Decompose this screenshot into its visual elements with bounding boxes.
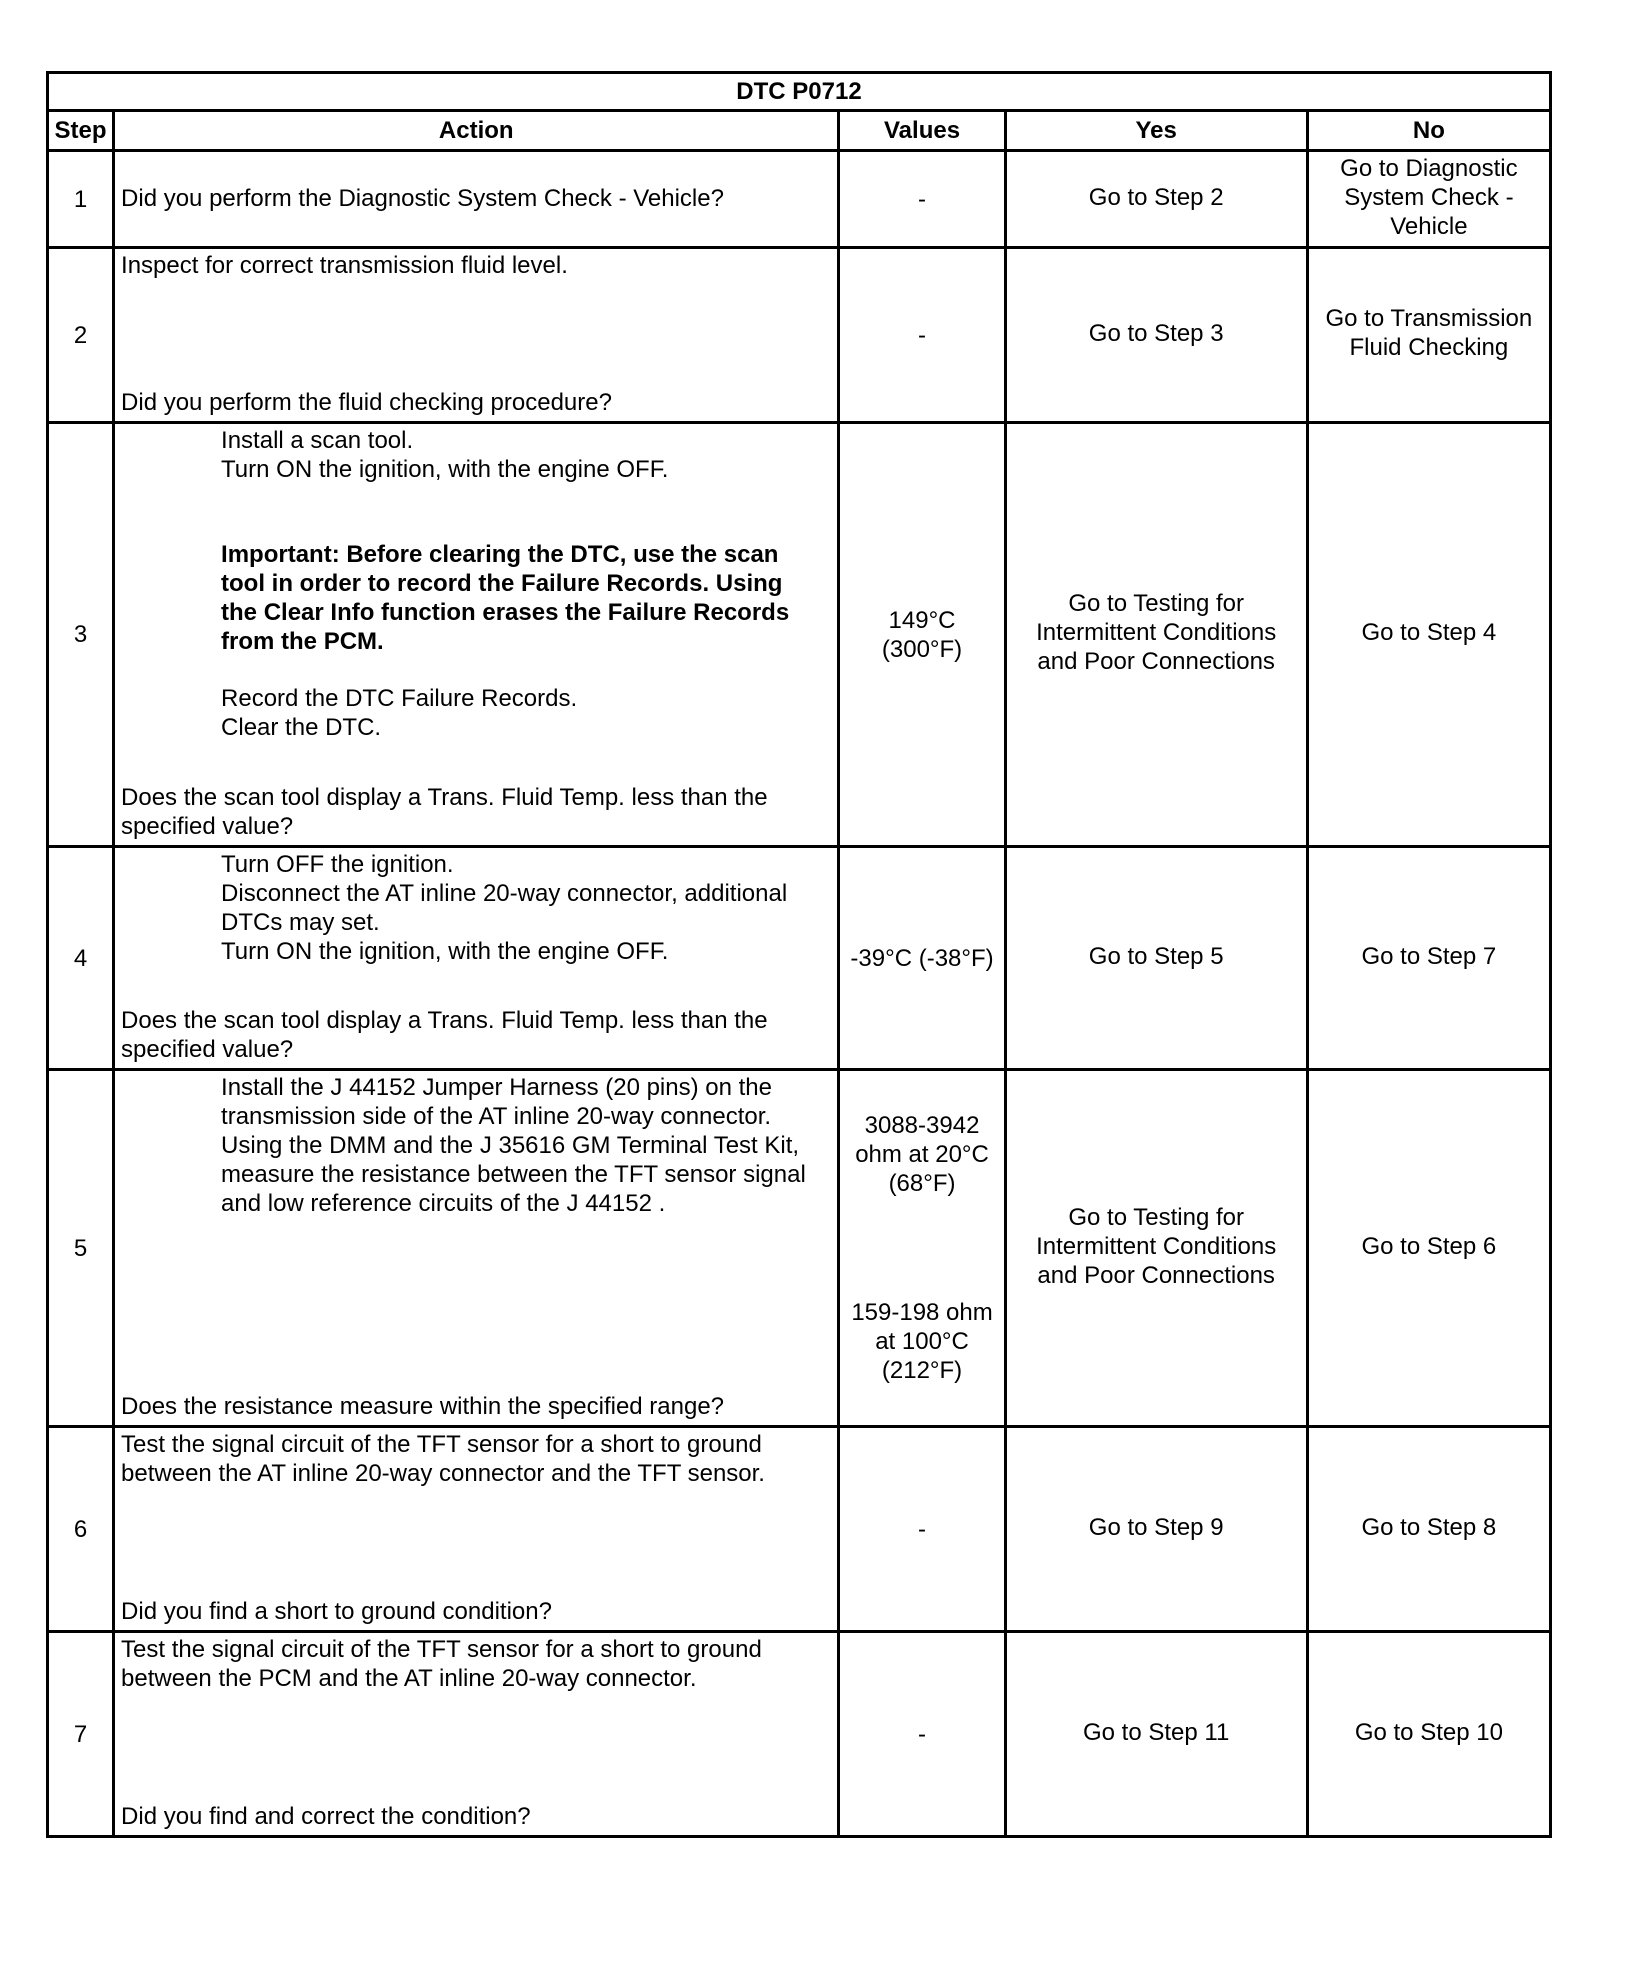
table-title-row [48,73,1551,111]
table-header-row [48,111,1551,151]
value-line: 149°C [888,606,956,634]
step-number: 4 [48,847,114,1070]
no-line: Fluid Checking [1349,334,1509,361]
action-question: Did you find and correct the condition? [121,1803,531,1830]
action-intro-line: Test the signal circuit of the TFT sensor for a short to ground [121,1431,762,1458]
action-intro: Inspect for correct transmission fluid level. [121,252,568,279]
important-note-line: from the PCM. [221,628,384,655]
step-number: 2 [48,248,114,423]
yes-line: Go to Testing for [1068,590,1244,617]
action-intro-line: Test the signal circuit of the TFT sensor for a short to ground [121,1636,762,1663]
value-cell: - [839,1427,1005,1632]
no-text: Go to Step 4 [1361,619,1497,646]
table-row [48,248,1551,423]
value-line: ohm at 20°C [855,1141,989,1168]
no-cell [1307,847,1550,1070]
no-cell [1307,1632,1550,1837]
action-step: Turn ON the ignition, with the engine OFF. [221,938,669,965]
action-step: and low reference circuits of the J 44152 . [221,1190,666,1217]
yes-cell [1005,847,1307,1070]
table-row [48,1427,1551,1632]
header-yes: Yes [1005,111,1307,151]
important-note-line: the Clear Info function erases the Failure Records [221,599,790,626]
yes-cell [1005,151,1307,248]
yes-line: and Poor Connections [1037,648,1275,675]
value-cell: -39°C (-38°F) [839,847,1005,1070]
step-number: 5 [48,1070,114,1427]
no-text: Go to Step 6 [1361,1232,1497,1260]
action-step: measure the resistance between the TFT sensor signal [221,1161,806,1188]
value-line: (212°F) [881,1357,963,1384]
yes-line: and Poor Connections [1037,1261,1275,1289]
yes-text: Go to Step 11 [1083,1718,1230,1746]
table-row [48,1070,1551,1427]
action-step: Disconnect the AT inline 20-way connector, additional [221,880,788,907]
no-line: System Check - [1344,183,1514,211]
value-line: (300°F) [881,635,963,663]
action-cell [114,1070,839,1427]
action-step: Turn OFF the ignition. [221,851,454,878]
yes-text: Go to Step 9 [1088,1513,1224,1541]
no-cell [1307,1070,1550,1427]
table-row [48,847,1551,1070]
action-cell [114,248,839,423]
no-cell [1307,248,1550,423]
action-question-line: Does the scan tool display a Trans. Fluid Temp. less than the [121,784,768,811]
no-line: Vehicle [1390,212,1468,240]
table-row [48,1632,1551,1837]
value-cell [839,423,1005,847]
value-line: 3088-3942 [864,1112,980,1139]
step-number: 3 [48,423,114,847]
action-step: Install the J 44152 Jumper Harness (20 pins) on the [221,1074,772,1101]
action-step: Turn ON the ignition, with the engine OFF. [221,456,669,483]
action-step: Clear the DTC. [221,714,382,741]
action-question: Does the resistance measure within the specified range? [121,1393,725,1420]
header-action: Action [114,111,839,151]
important-note-line: tool in order to record the Failure Records. Using [221,570,783,597]
step-number: 1 [48,151,114,248]
yes-cell [1005,423,1307,847]
action-question-line: specified value? [121,1036,294,1063]
step-number: 6 [48,1427,114,1632]
value-line: (68°F) [888,1170,956,1197]
action-cell [114,1632,839,1837]
action-question: Did you find a short to ground condition? [121,1598,552,1625]
action-cell [114,847,839,1070]
no-text: Go to Step 7 [1361,942,1497,970]
action-intro-line: between the PCM and the AT inline 20-way connector. [121,1665,697,1692]
table-row [48,151,1551,248]
no-cell [1307,151,1550,248]
action-question: Did you perform the fluid checking procedure? [121,389,612,416]
no-line: Go to Diagnostic [1340,154,1518,182]
action-question-line: specified value? [121,813,294,840]
important-note-line: Important: Before clearing the DTC, use the scan [221,541,779,568]
action-cell [114,151,839,248]
action-question: Did you perform the Diagnostic System Check - Vehicle? [121,184,724,212]
value-cell: - [839,151,1005,248]
yes-cell [1005,1427,1307,1632]
no-text: Go to Step 10 [1354,1718,1503,1746]
step-number: 7 [48,1632,114,1837]
header-values: Values [839,111,1005,151]
action-step: Record the DTC Failure Records. [221,685,578,712]
no-text: Go to Step 8 [1361,1513,1497,1541]
action-step: DTCs may set. [221,909,380,936]
diagnostic-table [46,71,1552,1838]
action-cell [114,423,839,847]
value-line: 159-198 ohm [851,1299,993,1326]
yes-line: Go to Testing for [1068,1203,1244,1231]
yes-line: Intermittent Conditions [1036,1232,1277,1260]
yes-text: Go to Step 2 [1088,183,1224,211]
action-step: transmission side of the AT inline 20-way connector. [221,1103,772,1130]
header-no: No [1307,111,1550,151]
no-line: Go to Transmission [1325,305,1533,332]
value-cell: - [839,1632,1005,1837]
action-intro-line: between the AT inline 20-way connector and the TFT sensor. [121,1460,765,1487]
yes-line: Intermittent Conditions [1036,619,1277,646]
yes-cell [1005,1632,1307,1837]
action-step: Using the DMM and the J 35616 GM Terminal Test Kit, [221,1132,800,1159]
value-line: at 100°C [875,1328,969,1355]
table-title: DTC P0712 [48,73,1551,111]
action-step: Install a scan tool. [221,427,414,454]
header-step: Step [48,111,114,151]
value-cell [839,1070,1005,1427]
yes-text: Go to Step 5 [1088,942,1224,970]
value-cell: - [839,248,1005,423]
yes-cell [1005,1070,1307,1427]
no-cell [1307,423,1550,847]
action-question-line: Does the scan tool display a Trans. Fluid Temp. less than the [121,1007,768,1034]
yes-cell [1005,248,1307,423]
no-cell [1307,1427,1550,1632]
action-cell [114,1427,839,1632]
table-row [48,423,1551,847]
yes-text: Go to Step 3 [1088,319,1224,347]
